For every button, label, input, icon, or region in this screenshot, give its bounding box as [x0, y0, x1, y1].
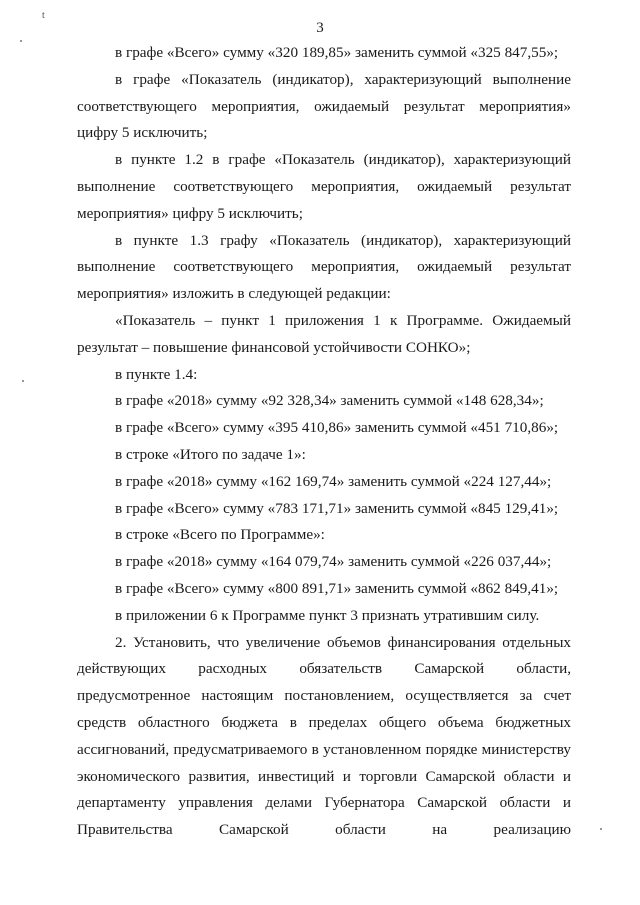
paragraph: в графе «Всего» сумму «320 189,85» заменить суммой «325 847,55»; [115, 44, 559, 61]
paragraph: в графе «Всего» сумму «395 410,86» заменить суммой «451 710,86»; [115, 419, 559, 437]
scan-speck [600, 828, 602, 830]
paragraph: в пункте 1.4: [115, 365, 198, 383]
paragraph: в приложении 6 к Программе пункт 3 признать утратившим силу. [115, 606, 540, 624]
paragraph: в графе «Всего» сумму «783 171,71» заменить суммой «845 129,41»; [115, 499, 559, 517]
paragraph: 2. Установить, что увеличение объемов финансирования отдельных действующих расходных обязательств Самарской области, предусмотренное настоящим постановлением, осуществляется за счет средств областного бюджета в пределах общего объема бюджетных ассигнований, предусматриваемого в установленном порядке министерству экономического развития, инвестиций и торговли Самарской области и департаменту управления делами Губернатора Самарской области и Правительства Самарской области на реализацию [77, 633, 571, 839]
scan-mark: t [42, 10, 45, 21]
scan-speck [20, 40, 22, 42]
paragraph: в пункте 1.2 в графе «Показатель (индикатор), характеризующий выполнение соответствующего мероприятия, ожидаемый результат мероприятия» цифру 5 исключить; [77, 151, 571, 222]
paragraph: в графе «2018» сумму «162 169,74» заменить суммой «224 127,44»; [115, 472, 552, 490]
document-body [77, 40, 571, 844]
paragraph: в графе «2018» сумму «92 328,34» заменить суммой «148 628,34»; [115, 392, 544, 410]
paragraph: в пункте 1.3 графу «Показатель (индикатор), характеризующий выполнение соответствующего мероприятия, ожидаемый результат мероприятия» изложить в следующей редакции: [77, 231, 571, 303]
paragraph: в графе «Всего» сумму «800 891,71» заменить суммой «862 849,41»; [115, 579, 559, 597]
paragraph: в строке «Итого по задаче 1»: [115, 445, 306, 463]
scan-speck [22, 380, 24, 382]
paragraph: «Показатель – пункт 1 приложения 1 к Программе. Ожидаемый результат – повышение финансовой устойчивости СОНКО»; [77, 311, 571, 356]
page-number: 3 [316, 20, 324, 36]
paragraph: в строке «Всего по Программе»: [115, 526, 325, 544]
paragraph: в графе «Показатель (индикатор), характеризующий выполнение соответствующего мероприятия, ожидаемый результат мероприятия» цифру 5 исключить; [77, 70, 571, 142]
paragraph: в графе «2018» сумму «164 079,74» заменить суммой «226 037,44»; [115, 553, 552, 571]
